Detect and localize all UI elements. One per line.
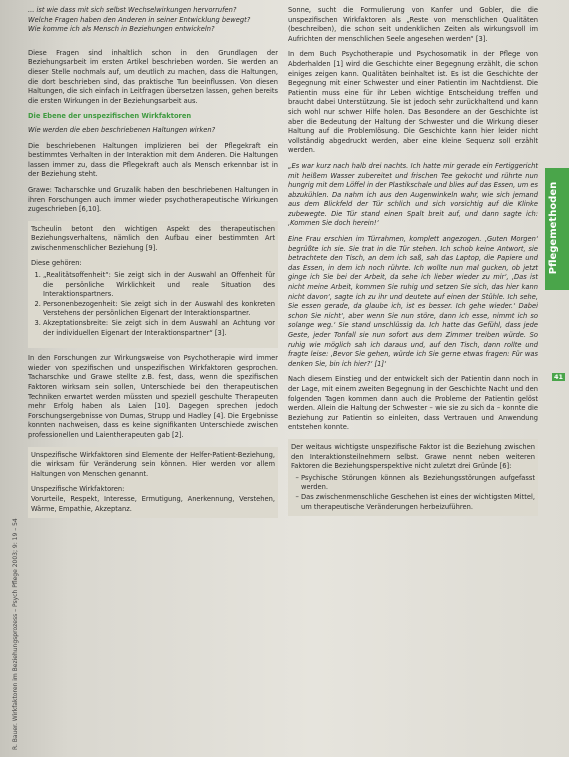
intro-question: Wie komme ich als Mensch in Beziehungen entwickeln?	[28, 25, 215, 34]
paragraph: Nach diesem Einstieg und der entwickelt sich der Patientin dann noch in der Lage, mit einem zweiten Begegnung in der Geschichte Nacht und den folgenden Tagen kommen dann auch die Probleme der Patientin gelöst werden. Allein die Haltung der Schwester – wie sie zu sich da – konnte die Beziehung zur Patientin so einleiten, dass Vertrauen und Anwendung entstehen konnte.	[288, 375, 538, 432]
paragraph: Unspezifische Wirkfaktoren sind Elemente der Helfer-Patient-Beziehung, die wirksam für Veränderung sein können. Hier werden vor allem Haltungen von Menschen genannt.	[31, 450, 275, 478]
paragraph: Die beschriebenen Haltungen implizieren bei der Pflegekraft ein bestimmtes Verhalten in der Interaktion mit dem Anderen. Die Haltungen lassen immer zu, dass die Pflegekraft auch als Mensch erkennbar ist in der Beziehung steht.	[28, 141, 278, 179]
factors-text: Vorurteile, Respekt, Interesse, Ermutigung, Anerkennung, Verstehen, Wärme, Empathie, Akzeptanz.	[31, 494, 275, 513]
page-number: 41	[554, 373, 564, 381]
section-tab	[545, 168, 569, 290]
shaded-box	[28, 447, 278, 519]
paragraph: Grawe: Tacharschke und Gruzalik haben den beschriebenen Haltungen in ihren Forschungen auch immer wieder psychotherapeutische Wirkungen zugeschrieben [6,10].	[28, 185, 278, 214]
left-column	[28, 6, 278, 524]
section-tab-label: Pflegemethoden	[548, 181, 559, 275]
bullet-list	[291, 474, 535, 512]
right-column	[288, 6, 538, 522]
list-item: 2. Personenbezogenheit: Sie zeigt sich in der Auswahl des konkreten Verstehens der persönlichen Eigenart der Interaktionspartner.	[43, 300, 275, 319]
paragraph: In dem Buch Psychotherapie und Psychosomatik in der Pflege von Abderhalden [1] wird die Geschichte einer Begegnung erzählt, die schon einiges zeigen kann. Qualitäten beinhaltet ist. Es ist die Geschichte der Begegnung mit einer Schwester und einer Patientin im Nachtdienst. Die Patientin muss eine für ihr Leben wichtige Entscheidung treffen und braucht dabei Unterstützung. Sie ist jedoch sehr zurückhaltend und kann sich wohl nur schwer Hilfe holen. Das Besondere an der Geschichte ist aber die Bedeutung der Haltung der Schwester und die Wirkung dieser Haltung auf die Problemlösung. Die Geschichte kann hier leider nicht vollständig abgedruckt werden, aber eine kleine Sequenz soll erzählt werden.	[288, 50, 538, 155]
factors-title: Unspezifische Wirkfaktoren:	[31, 485, 125, 494]
list-item: – Das zwischenmenschliche Geschehen ist eines der wichtigsten Mittel, um therapeutische Veränderungen herbeizuführen.	[301, 493, 535, 512]
shaded-box	[28, 221, 278, 349]
section-heading: Die Ebene der unspezifischen Wirkfaktoren	[28, 112, 192, 121]
quote: Eine Frau erschien im Türrahmen, komplett angezogen. ‚Guten Morgen‘ begrüßte ich sie. Sie trat in die Tür stehen. Ich schob keine Antwort, sie betrachtete den Tisch, an dem ich saß, sah das Laptop, die Papiere und das Essen, in dem ich noch rührte. Ich wollte nun mal gucken, ob jetzt ginge ich Sie bei der Arbeit, da sehe ich lieber wieder zu mir‘, ‚Das ist nicht meine Arbeit, kommen Sie ruhig und setzen Sie sich, das hier kann nicht davon‘, sagte ich zu ihr und deutete auf einen der Stühle. Ich sehe, Sie essen gerade, da glaube ich, ist es besser. Ich gehe wieder.‘ Dabei schon Sie nicht‘, aber wenn Sie nun störe, dann ich esse, nimmt ich so solange weg.‘ Sie stand unschlüssig da. Ich hatte das Gefühl, dass jede Geste, jeder Tonfall sie nun sofort aus dem Zimmer treiben würde. So ruhig wie möglich sah ich daraus und, auf den Tisch, dann rollte und fragte leise: ‚Bevor Sie gehen, würde ich Sie gerne etwas fragen: Für was denken Sie, bin ich hier?‘ [1]‘	[288, 235, 538, 368]
paragraph: Der weitaus wichtigste unspezifische Faktor ist die Beziehung zwischen den Interaktionsteilnehmern selbst. Grawe nennt neben weiteren Faktoren die Beziehungsperspektive nicht zuletzt drei Gründe [6]:	[291, 442, 535, 471]
section-question: Wie werden die eben beschriebenen Haltungen wirken?	[28, 125, 216, 134]
paragraph: Sonne, sucht die Formulierung von Kanfer und Gobler, die die unspezifischen Wirkfaktoren als „Reste von menschlichen Qualitäten (beschreiben), die schon seit undenklichen Zeiten als wirkungsvoll im Aufrichten der menschlichen Seele angesehen werden“ [3].	[288, 6, 538, 43]
intro-question: Welche Fragen haben den Anderen in seiner Entwicklung bewegt?	[28, 15, 251, 24]
intro-question: ... ist wie dass mit sich selbst Wechselwirkungen hervorrufen?	[28, 6, 237, 14]
list-item: 3. Akzeptationsbreite: Sie zeigt sich in dem Auswahl an Achtung vor der individuellen Eigenart der Interaktionspartner“ [3].	[43, 319, 275, 338]
shaded-box	[288, 439, 538, 516]
quote: „Es war kurz nach halb drei nachts. Ich hatte mir gerade ein Fertiggericht mit heißem Wasser zubereitet und frischen Tee gekocht und rührte nun hungrig mit dem Löffel in der Plastikschale und blies auf das Essen, um es abzukühlen. Da nahm ich aus den Augenwinkeln wahr, wie sich jemand aus dem Blickfeld der Tür schlich und sich vorsichtig auf die Klinke zubewegte. Die Tür stand einen Spalt breit auf, und dann sagte ich: ‚Kommen Sie doch herein!‘	[288, 161, 538, 228]
running-footer: R. Bauer. Wirkfaktoren im Beziehungsprozess – Psych Pflege 2003; 9: 19 – 54	[12, 518, 19, 750]
paragraph: In den Forschungen zur Wirkungsweise von Psychotherapie wird immer wieder von spezifischen und unspezifischen Wirkfaktoren gesprochen. Tacharschke und Grawe stellte z.B. fest, dass, wenn die spezifischen Faktoren wirksam sein sollen, Unterschiede bei den therapeutischen Techniken erwartet werden müssten und speziell geschulte Therapeuten mehr Erfolg haben als Laien [10]. Dagegen sprechen jedoch Forschungsergebnisse von Dumas, Strupp und Hadley [4]. Die Ergebnisse konnten nachweisen, dass es keine signifikanten Unterschiede zwischen professionellen und Laientherapeuten gab [2].	[28, 354, 278, 439]
list-intro: Diese gehören:	[31, 259, 82, 268]
list-item: – Psychische Störungen können als Beziehungsstörungen aufgefasst werden.	[301, 474, 535, 493]
paragraph: Tscheulin betont den wichtigen Aspekt des therapeutischen Beziehungsverhaltens, nämlich den Aufbau einer bestimmten Art zwischenmenschlicher Beziehung [9].	[31, 224, 275, 252]
numbered-list	[31, 271, 275, 338]
paragraph: Diese Fragen sind inhaltlich schon in den Grundlagen der Beziehungsarbeit im ersten Artikel beschrieben worden. Sie werden an dieser Stelle nochmals auf, um deutlich zu machen, dass die Haltungen, die dort beschrieben sind, das praktische Tun beeinflussen. Von diesen Haltungen, die sich einfach in Leitfragen übersetzen lassen, gehen bereits die ersten Wirkungen in der Beziehungsarbeit aus.	[28, 48, 278, 105]
list-item: 1. „Realitätsoffenheit“: Sie zeigt sich in der Auswahl an Offenheit für die persönliche Wirklichkeit und reale Situation des Interaktionspartners.	[43, 271, 275, 300]
